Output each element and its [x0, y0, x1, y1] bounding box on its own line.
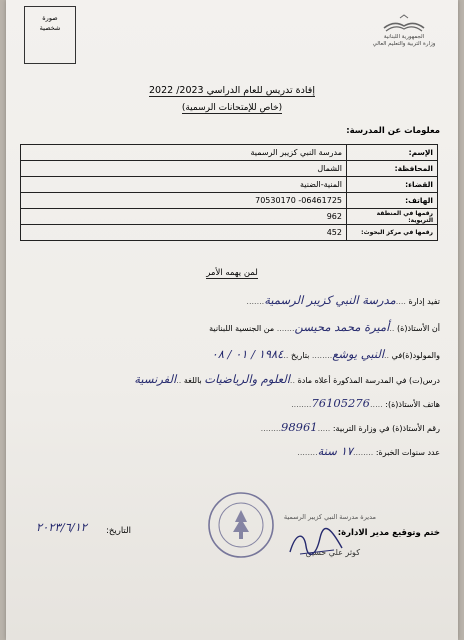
- table-row: [21, 193, 438, 209]
- row-label: المحافظة:: [347, 161, 438, 177]
- experience-line-label: عدد سنوات الخبرة:: [375, 448, 440, 457]
- subject-line: درس(ت) في المدرسة المذكورة أعلاه مادة ..العلوم والرياضيات باللغة ..الفرنسية: [134, 372, 440, 386]
- logo-line-1: الجمهورية اللبنانية: [383, 34, 425, 40]
- school-stamp-icon: [206, 490, 276, 560]
- nationality-label: من الجنسية اللبنانية: [209, 324, 275, 333]
- logo-line-2: وزارة التربية والتعليم العالي: [372, 41, 436, 47]
- row-label: القضاء:: [347, 177, 438, 193]
- photo-box: [24, 6, 76, 64]
- phone-line-label: هاتف الأستاذ(ة):: [385, 400, 440, 409]
- row-value: الشمال: [21, 161, 347, 177]
- birthplace-handwritten: النبي يوشع: [332, 347, 385, 361]
- table-row: [21, 225, 438, 241]
- teacher-line-label: أن الأستاذ(ة): [397, 324, 440, 333]
- birth-line-label: والمولود(ة)في: [391, 351, 440, 360]
- row-value: 06461725- 70530170: [21, 193, 347, 209]
- book-icon: [382, 14, 426, 34]
- principal-name: كوثر علي حسين: [305, 548, 360, 557]
- photo-label-2: شخصية: [39, 24, 61, 32]
- signature-icon: [286, 526, 346, 560]
- row-value: المنية-الضنية: [21, 177, 347, 193]
- row-value: 962: [21, 209, 347, 225]
- row-label: الإسم:: [347, 145, 438, 161]
- photo-label: صورة: [42, 14, 58, 22]
- birthdate-label: بتاريخ: [291, 351, 310, 360]
- table-row: [21, 177, 438, 193]
- experience-handwritten: ١٧ سنة: [317, 444, 353, 458]
- row-label: رقمها في المنطقة التربوية:: [347, 209, 438, 225]
- school-line-label: تفيد إدارة: [408, 297, 440, 306]
- table-row: [21, 161, 438, 177]
- birth-line: والمولود(ة)في ..النبي يوشع........ بتاريخ ..١٩٨٤ / ٠١ / ٠٨: [211, 347, 440, 361]
- school-info-heading: معلومات عن المدرسة:: [346, 126, 440, 136]
- phone-line: هاتف الأستاذ(ة): .....76105276........: [291, 396, 440, 410]
- language-handwritten: الفرنسية: [134, 372, 177, 386]
- subject-line-label: درس(ت) في المدرسة المذكورة أعلاه مادة: [297, 376, 440, 385]
- school-info-table: [20, 144, 438, 241]
- experience-line: عدد سنوات الخبرة: ........١٧ سنة........: [297, 444, 440, 458]
- row-label: الهاتف:: [347, 193, 438, 209]
- signature-label: ختم وتوقيع مدير الادارة:: [337, 528, 440, 538]
- ministry-number-label: رقم الأستاذ(ة) في وزارة التربية:: [332, 424, 440, 433]
- birthdate-handwritten: ١٩٨٤ / ٠١ / ٠٨: [211, 347, 284, 361]
- phone-handwritten: 76105276: [311, 396, 370, 410]
- to-whom-heading: لمن يهمه الأمر: [206, 268, 258, 278]
- school-line: تفيد إدارة ....مدرسة النبي كزيبر الرسمية.......: [246, 293, 440, 307]
- table-row: [21, 145, 438, 161]
- row-value: 452: [21, 225, 347, 241]
- row-label: رقمها في مركز البحوث:: [347, 225, 438, 241]
- ministry-logo: [364, 14, 444, 56]
- row-value: مدرسة النبي كزيبر الرسمية: [21, 145, 347, 161]
- ministry-number-line: رقم الأستاذ(ة) في وزارة التربية: .....98961........: [260, 420, 440, 434]
- school-name-handwritten: مدرسة النبي كزيبر الرسمية: [264, 293, 396, 307]
- table-row: [21, 209, 438, 225]
- language-label: باللغة: [183, 376, 202, 385]
- page-title: إفادة تدريس للعام الدراسي 2023/ 2022: [149, 85, 315, 96]
- teacher-name-handwritten: أميرة محمد محيسن: [294, 320, 390, 334]
- teacher-line: أن الأستاذ(ة) ..أميرة محمد محيسن....... من الجنسية اللبنانية: [209, 320, 440, 334]
- document-page: [6, 0, 458, 640]
- principal-note: مديرة مدرسة النبي كزيبر الرسمية: [283, 513, 376, 521]
- page-subtitle: (خاص للإمتحانات الرسمية): [181, 103, 283, 113]
- date-handwritten: ٢٠٢٣/٦/١٢: [36, 520, 87, 534]
- subject-handwritten: العلوم والرياضيات: [204, 372, 290, 386]
- ministry-number-handwritten: 98961: [281, 420, 318, 434]
- date-label: التاريخ:: [106, 526, 131, 536]
